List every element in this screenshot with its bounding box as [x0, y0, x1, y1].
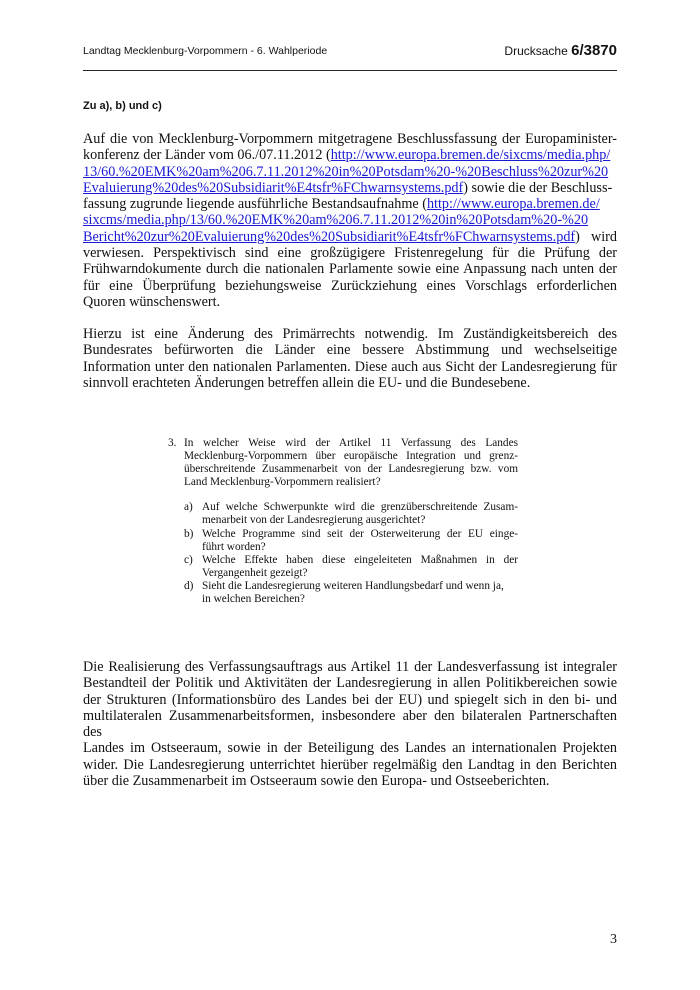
document-number: 6/3870	[571, 42, 617, 59]
link-beschluss[interactable]: http://www.europa.bremen.de/sixcms/media.php/	[330, 147, 611, 164]
question-3	[168, 437, 518, 489]
question-sub-d: d) Sieht die Landesregierung weiteren Handlungsbedarf und wenn ja, in welchen Bereichen?	[168, 580, 518, 606]
text-line: für eine Überprüfung beziehungsweise Zurückziehung eines Vorschlags erforderlichen	[83, 277, 617, 294]
text-line: Auf die von Mecklenburg-Vorpommern mitgetragene Beschlussfassung der Europaminister-	[83, 131, 617, 147]
text-line: Welche Programme sind seit der Osterweiterung der EU einge-	[202, 527, 518, 540]
text-line: Mecklenburg-Vorpommern über europäische Integration und grenz-	[184, 450, 518, 463]
header-parliament: Landtag Mecklenburg-Vorpommern - 6. Wahlperiode	[83, 45, 328, 57]
section-title: Zu a), b) und c)	[83, 100, 162, 112]
page-header	[83, 40, 617, 71]
text-line: Welche Effekte haben diese eingeleiteten Maßnahmen in der	[202, 553, 518, 566]
text-line: Information unter den nationalen Parlamenten. Diese auch aus Sicht der Landesregierung für	[83, 358, 617, 375]
text-line: Die Realisierung des Verfassungsauftrags aus Artikel 11 der Landesverfassung ist integraler	[83, 659, 617, 675]
text-line: In welcher Weise wird der Artikel 11 Verfassung des Landes	[184, 437, 518, 449]
text-line: führt worden?	[202, 540, 266, 553]
header-document-number: Drucksache 6/3870	[504, 42, 617, 59]
paragraph-1	[83, 131, 617, 310]
text-line: überschreitende Zusammenarbeit von der Landesregierung bzw. vom	[184, 463, 518, 476]
text-line: Bericht%20zur%20Evaluierung%20des%20Subsidiarit%E4tsfr%FChwarnsystems.pdf) wird	[83, 228, 617, 245]
text-line: wider. Die Landesregierung unterrichtet hierüber regelmäßig den Landtag in den Berichten	[83, 756, 617, 773]
text-line: Bundesrates befürworten die Länder eine bessere Abstimmung und wechselseitige	[83, 342, 617, 359]
text-line: Vergangenheit gezeigt?	[202, 566, 308, 579]
text-line: verwiesen. Perspektivisch sind eine großzügigere Fristenregelung für die Prüfung der	[83, 245, 617, 262]
text-line: sinnvoll erachteten Änderungen betreffen allein die EU- und die Bundesebene.	[83, 374, 531, 391]
text-line: Frühwarndokumente durch die nationalen Parlamente sowie eine Anpassung nach unten der	[83, 261, 617, 278]
text-line: in welchen Bereichen?	[202, 593, 305, 606]
text-line: der Strukturen (Informationsbüro des Landes bei der EU) und spiegelt sich in den bi- und	[83, 691, 617, 708]
question-block	[168, 437, 518, 606]
text-line: Quoren wünschenswert.	[83, 293, 221, 310]
link-bericht[interactable]: http://www.europa.bremen.de/	[426, 196, 600, 213]
text-line: konferenz der Länder vom 06./07.11.2012 (http://www.europa.bremen.de/sixcms/media.php/	[83, 147, 611, 164]
page-number: 3	[610, 932, 617, 947]
text-line: multilateralen Zusammenarbeitsformen, insbesondere aber den bilateralen Partnerschaften des	[83, 707, 617, 741]
text-line: Hierzu ist eine Änderung des Primärrechts notwendig. Im Zuständigkeitsbereich des	[83, 326, 617, 342]
text-line	[83, 164, 617, 180]
link-beschluss-cont[interactable]: 13/60.%20EMK%20am%206.7.11.2012%20in%20Potsdam%20-%20Beschluss%20zur%20	[83, 163, 609, 180]
text-line: Landes im Ostseeraum, sowie in der Beteiligung des Landes an internationalen Projekten	[83, 740, 617, 757]
paragraph-3	[83, 659, 617, 789]
text-line: über die Zusammenarbeit im Ostseeraum sowie den Europa- und Ostseeberichten.	[83, 773, 550, 790]
text-line: Land Mecklenburg-Vorpommern realisiert?	[184, 476, 381, 489]
text-line: fassung zugrunde liegende ausführliche Bestandsaufnahme (http://www.europa.bremen.de/	[83, 196, 600, 213]
text-line: Sieht die Landesregierung weiteren Handlungsbedarf und wenn ja,	[202, 579, 504, 592]
question-sub-a: a) Auf welche Schwerpunkte wird die grenzüberschreitende Zusam- menarbeit von der Landesregierung ausgerichtet?	[184, 501, 518, 527]
question-number: 3.	[168, 437, 177, 449]
link-beschluss-end[interactable]: Evaluierung%20des%20Subsidiarit%E4tsfr%FChwarnsystems.pdf	[83, 179, 464, 196]
text-line	[83, 212, 617, 228]
text-line: Evaluierung%20des%20Subsidiarit%E4tsfr%FChwarnsystems.pdf) sowie die der Beschluss-	[83, 179, 613, 196]
link-bericht-end[interactable]: Bericht%20zur%20Evaluierung%20des%20Subsidiarit%E4tsfr%FChwarnsystems.pdf	[83, 228, 576, 245]
paragraph-2	[83, 326, 617, 391]
text-line: menarbeit von der Landesregierung ausgerichtet?	[202, 514, 426, 527]
text-line: Auf welche Schwerpunkte wird die grenzüberschreitende Zusam-	[202, 501, 518, 514]
question-sub-c: c) Welche Effekte haben diese eingeleiteten Maßnahmen in der Vergangenheit gezeigt?	[184, 553, 518, 579]
link-bericht-cont[interactable]: sixcms/media.php/13/60.%20EMK%20am%206.7.11.2012%20in%20Potsdam%20-%20	[83, 212, 589, 229]
question-sub-b: b) Welche Programme sind seit der Osterweiterung der EU einge- führt worden?	[184, 527, 518, 553]
text-line: Bestandteil der Politik und Aktivitäten der Landesregierung in allen Politikbereichen sowie	[83, 675, 617, 692]
